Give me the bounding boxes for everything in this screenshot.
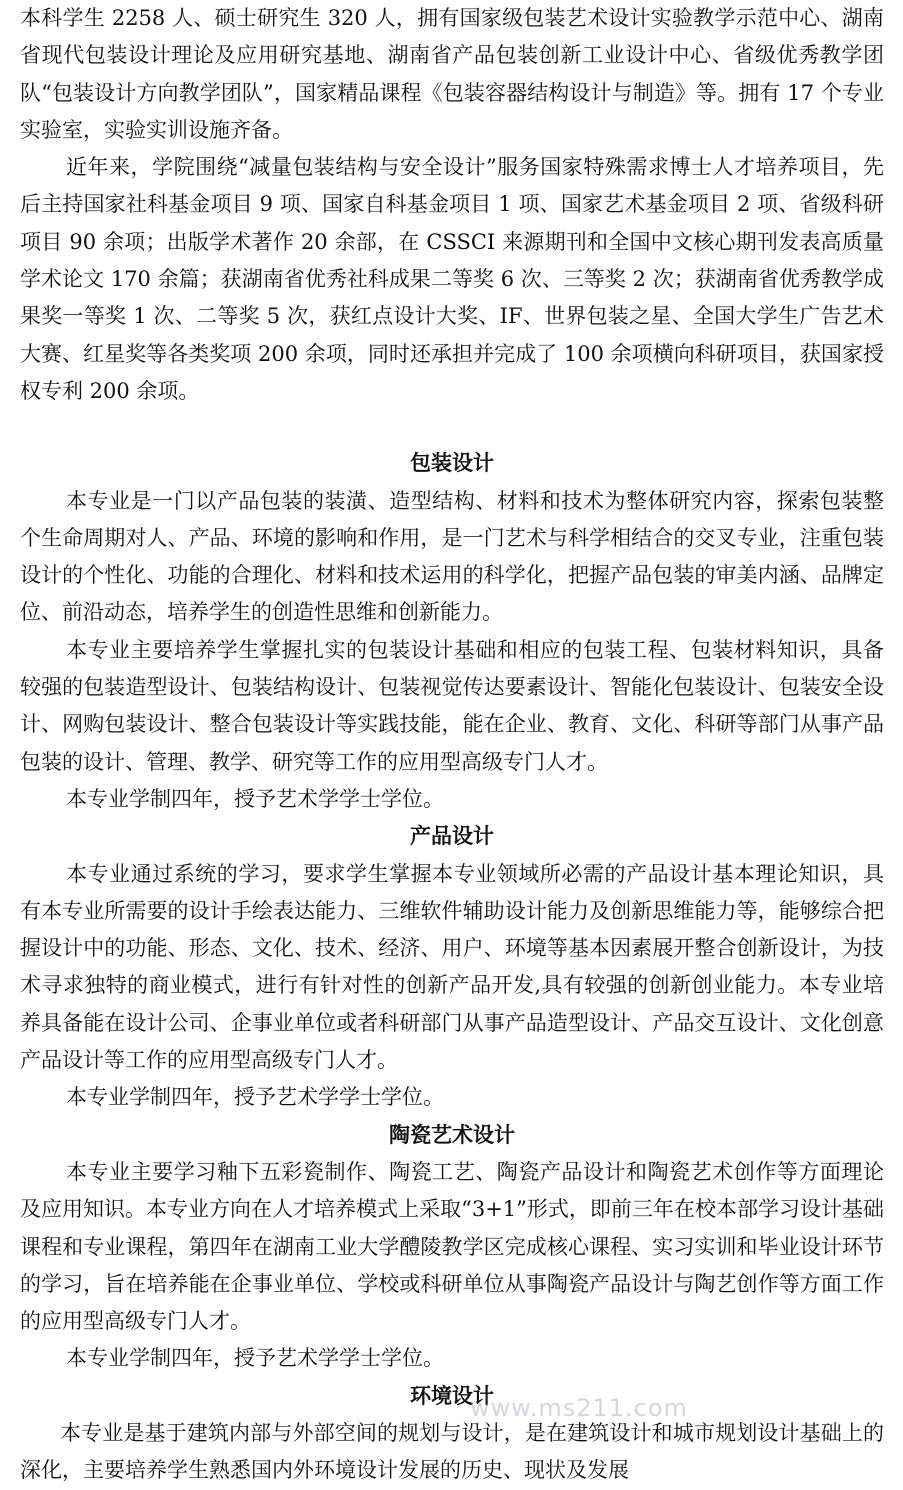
packaging-paragraph-3: 本专业学制四年，授予艺术学学士学位。 xyxy=(66,786,444,811)
product-paragraph-1: 本专业通过系统的学习，要求学生掌握本专业领域所必需的产品设计基本理论知识，具有本专业所需要的设计手绘表达能力、三维软件辅助设计能力及创新思维能力等，能够综合把握设计中的功能、形态、文化、技术、经济、用户、环境等基本因素展开整合创新设计，为技术寻求独特的商业模式，进行有针对性的创新产品开发,具有较强的创新创业能力。本专业培养具备能在设计公司、企事业单位或者科研部门从事产品造型设计、产品交互设计、文化创意产品设计等工作的应用型高级专门人才。 xyxy=(20,861,884,1073)
section-title-packaging-design: 包装设计 xyxy=(410,451,494,476)
ceramic-paragraph-2: 本专业学制四年，授予艺术学学士学位。 xyxy=(66,1346,444,1371)
packaging-paragraph-1: 本专业是一门以产品包装的装潢、造型结构、材料和技术为整体研究内容，探索包装整个生命周期对人、产品、环境的影响和作用，是一门艺术与科学相结合的交叉专业，注重包装设计的个性化、功能的合理化、材料和技术运用的科学化，把握产品包装的审美内涵、品牌定位、前沿动态，培养学生的创造性思维和创新能力。 xyxy=(20,488,884,625)
intro-paragraph-1: 本科学生 2258 人、硕士研究生 320 人，拥有国家级包装艺术设计实验教学示范中心、湖南省现代包装设计理论及应用研究基地、湖南省产品包装创新工业设计中心、省级优秀教学团队“包装设计方向教学团队”，国家精品课程《包装容器结构设计与制造》等。拥有 17 个专业实验室，实验实训设施齐备。 xyxy=(20,6,884,142)
document-page xyxy=(20,0,884,1490)
packaging-paragraph-2: 本专业主要培养学生掌握扎实的包装设计基础和相应的包装工程、包装材料知识，具备较强的包装造型设计、包装结构设计、包装视觉传达要素设计、智能化包装设计、包装安全设计、网购包装设计、整合包装设计等实践技能，能在企业、教育、文化、科研等部门从事产品包装的设计、管理、教学、研究等工作的应用型高级专门人才。 xyxy=(20,637,884,774)
watermark: www.ms211.com xyxy=(470,1394,688,1422)
section-spacer xyxy=(20,410,884,445)
intro-paragraph-2: 近年来，学院围绕“减量包装结构与安全设计”服务国家特殊需求博士人才培养项目，先后主持国家社科基金项目 9 项、国家自科基金项目 1 项、国家艺术基金项目 2 项、省级科研项目 90 余项；出版学术著作 20 余部，在 CSSCI 来源期刊和全国中文核心期刊发表高质量学术论文 170 余篇；获湖南省优秀社科成果二等奖 6 次、三等奖 2 次；获湖南省优秀教学成果奖一等奖 1 次、二等奖 5 次，获红点设计大奖、IF、世界包装之星、全国大学生广告艺术大赛、红星奖等各类奖项 200 余项，同时还承担并完成了 100 余项横向科研项目，获国家授权专利 200 余项。 xyxy=(20,155,884,403)
ceramic-paragraph-1: 本专业主要学习釉下五彩瓷制作、陶瓷工艺、陶瓷产品设计和陶瓷艺术创作等方面理论及应用知识。本专业方向在人才培养模式上采取“3+1”形式，即前三年在校本部学习设计基础课程和专业课程，第四年在湖南工业大学醴陵教学区完成核心课程、实习实训和毕业设计环节的学习，旨在培养能在企事业单位、学校或科研单位从事陶瓷产品设计与陶艺创作等方面工作的应用型高级专门人才。 xyxy=(20,1159,884,1334)
product-paragraph-2: 本专业学制四年，授予艺术学学士学位。 xyxy=(66,1085,444,1110)
section-title-product-design: 产品设计 xyxy=(410,824,494,849)
environment-paragraph-1: 本专业是基于建筑内部与外部空间的规划与设计，是在建筑设计和城市规划设计基础上的深化，主要培养学生熟悉国内外环境设计发展的历史、现状及发展 xyxy=(20,1420,884,1483)
section-title-ceramic-art-design: 陶瓷艺术设计 xyxy=(389,1122,515,1147)
section-title-environment-design: 环境设计 xyxy=(410,1383,494,1408)
